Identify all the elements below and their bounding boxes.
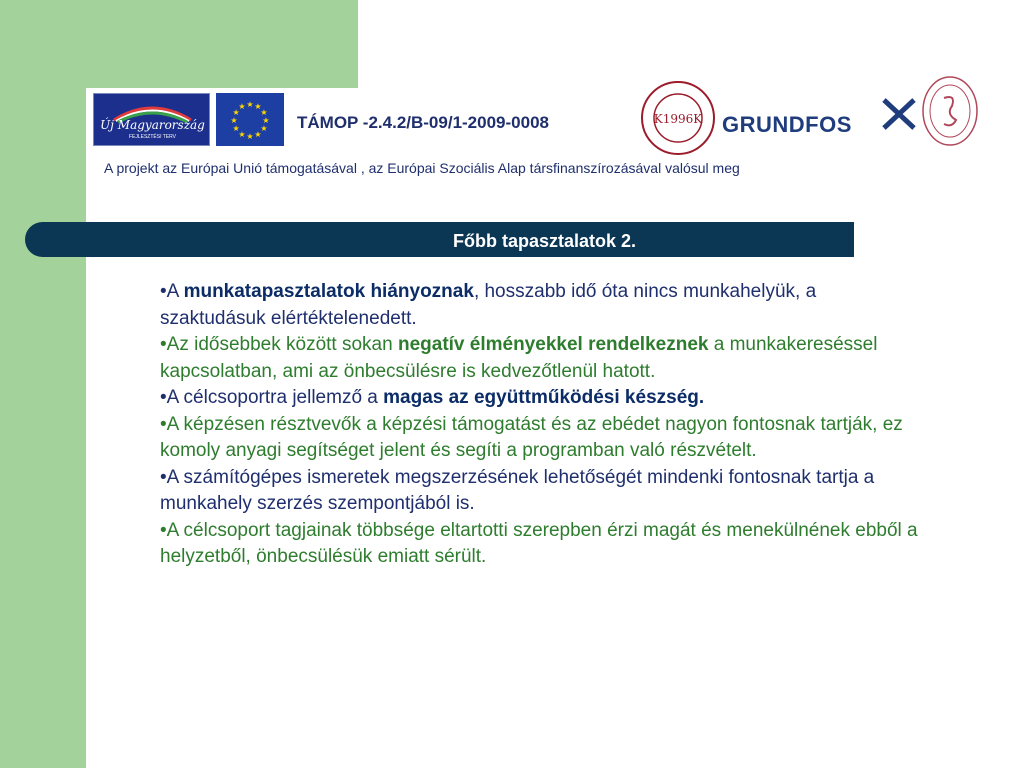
green-top-panel: [86, 0, 358, 88]
eu-star-icon: ★: [238, 102, 246, 112]
bullet-text: a munkakereséssel kapcsolatban, ami az önbecsülésre is kedvezőtlenül hatott.: [160, 334, 878, 382]
eu-star-icon: ★: [260, 108, 268, 117]
logo-k-mark: K1996K: [653, 112, 703, 126]
grundfos-x-icon: [881, 96, 917, 132]
konzerzius-seal-icon: [640, 80, 716, 156]
konzerzius-logo: [640, 80, 716, 156]
bullet-text: •Az idősebbek között sokan: [160, 334, 398, 355]
bullet-emphasis: negatív élményekkel rendelkeznek: [397, 334, 709, 355]
bullet-text: •A célcsoport tagjainak többsége eltartotti szerepben érzi magát és menekülnének ebből a helyzetből, önbecsülésük emiatt sérült.: [160, 519, 918, 567]
bullet-emphasis: magas az együttműködési készség.: [383, 387, 705, 408]
eu-star-icon: ★: [246, 100, 254, 109]
bullet-text: •A számítógépes ismeretek megszerzésének lehetőségét mindenki fontosnak tartja a munkahely szerzés szempontjából is.: [160, 466, 875, 514]
grundfos-logo: GRUNDFOS: [722, 112, 852, 137]
eu-star-icon: ★: [254, 102, 262, 112]
uj-magyarorszag-logo: [93, 93, 210, 146]
title-bar: [25, 222, 854, 257]
logo-um-subtitle: FEJLESZTÉSI TERV: [128, 134, 177, 140]
green-side-panel: [0, 0, 86, 768]
bullet-text: •A: [160, 281, 184, 302]
eu-star-icon: ★: [260, 124, 268, 133]
project-code: TÁMOP -2.4.2/B-09/1-2009-0008: [297, 113, 549, 132]
eu-star-icon: ★: [238, 129, 246, 139]
bullet-list: [160, 279, 920, 571]
slide-title: Főbb tapasztalatok 2.: [452, 231, 637, 251]
bullet-emphasis: munkatapasztalatok hiányoznak: [183, 281, 474, 302]
eu-star-icon: ★: [254, 129, 262, 139]
eu-star-icon: ★: [232, 108, 240, 117]
bullet-item: [160, 385, 920, 412]
eu-flag-logo: [216, 93, 284, 146]
eu-star-icon: ★: [232, 124, 240, 133]
eu-star-icon: ★: [262, 116, 270, 125]
bullet-text: , hosszabb idő óta nincs munkahelyük, a szaktudásuk elértéktelenedett.: [160, 281, 817, 329]
bullet-text: •A képzésen résztvevők a képzési támogatást és az ebédet nagyon fontosnak tartják, ez komoly anyagi segítséget jelent és segíti a programban való részvételt.: [160, 413, 903, 461]
bullet-item: [160, 332, 920, 385]
eu-star-icon: ★: [230, 116, 238, 125]
bullet-item: [160, 518, 920, 571]
eu-support-text: A projekt az Európai Unió támogatásával , az Európai Szociális Alap társfinanszírozásával valósul meg: [104, 160, 740, 176]
seal-logo-icon: [922, 76, 978, 146]
bullet-item: [160, 465, 920, 518]
bullet-item: [160, 412, 920, 465]
bullet-item: [160, 279, 920, 332]
eu-star-icon: ★: [246, 132, 254, 141]
logo-um-title: Új Magyarország: [100, 118, 205, 132]
eu-stars-icon: [216, 93, 284, 146]
bullet-text: •A célcsoportra jellemző a: [160, 387, 384, 408]
